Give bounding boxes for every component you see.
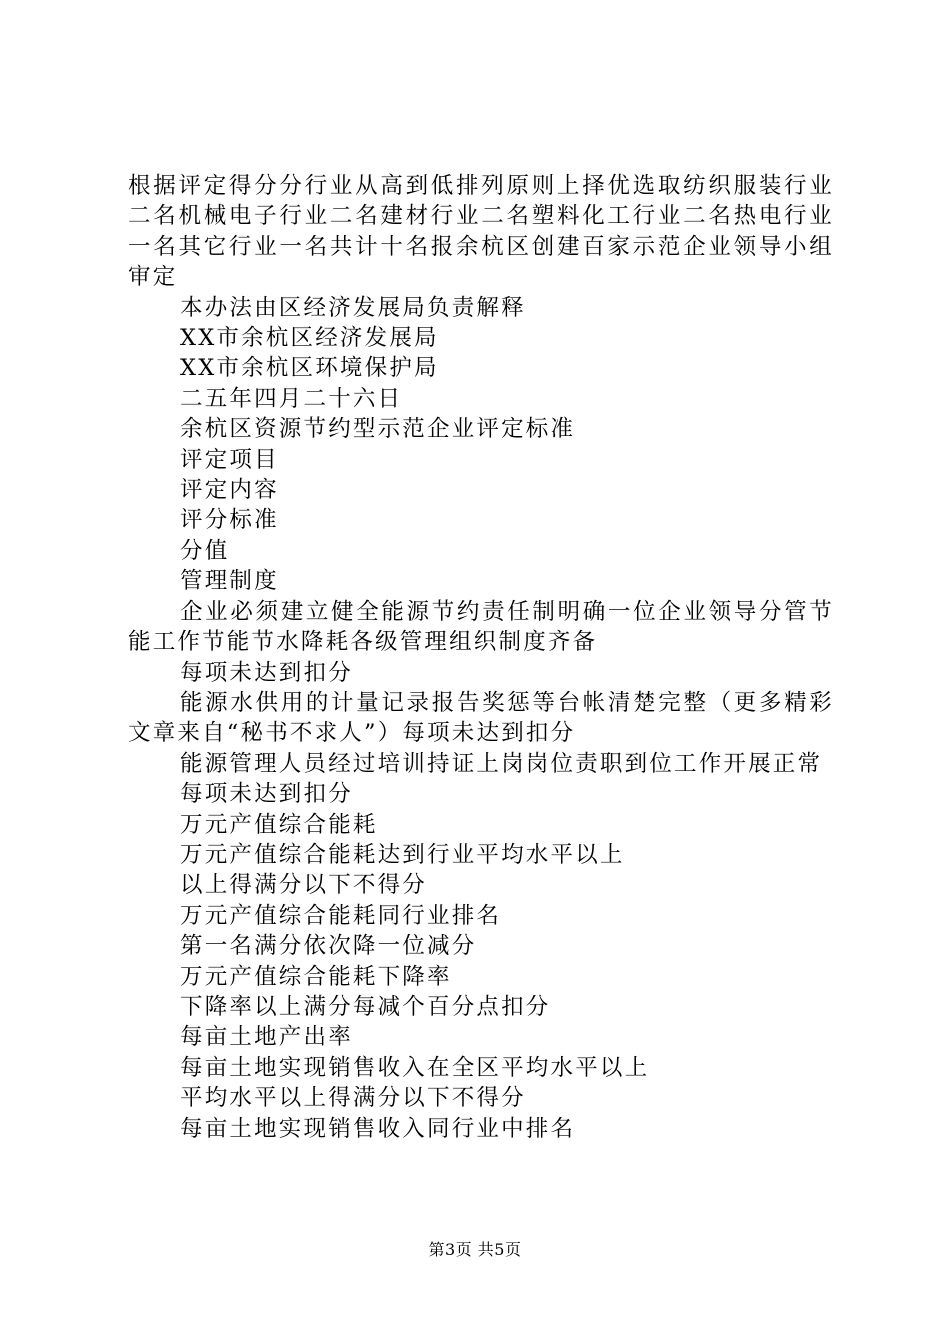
- paragraph: 万元产值综合能耗同行业排名: [180, 902, 502, 929]
- paragraph: 评定内容: [180, 477, 279, 504]
- paragraph: 企业必须建立健全能源节约责任制明确一位企业领导分管节能工作节能节水降耗各级管理组织制度齐备: [128, 598, 834, 656]
- paragraph: 分值: [180, 537, 230, 564]
- paragraph: 评定项目: [180, 446, 279, 473]
- paragraph: 管理制度: [180, 568, 279, 595]
- paragraph: 第一名满分依次降一位减分: [180, 933, 477, 960]
- paragraph: 根据评定得分分行业从高到低排列原则上择优选取纺织服装行业二名机械电子行业二名建材行业二名塑料化工行业二名热电行业一名其它行业一名共计十名报余杭区创建百家示范企业领导小组审定: [128, 173, 834, 291]
- paragraph: XX市余杭区经济发展局: [180, 325, 439, 352]
- paragraph: 评分标准: [180, 507, 279, 534]
- page-footer: 第3页 共5页: [428, 1240, 522, 1259]
- paragraph: XX市余杭区环境保护局: [180, 355, 439, 382]
- paragraph: 能源水供用的计量记录报告奖惩等台帐清楚完整（更多精彩文章来自“秘书不求人”）每项未达到扣分: [128, 689, 834, 747]
- paragraph: 每亩土地实现销售收入同行业中排名: [180, 1115, 576, 1142]
- paragraph: 二五年四月二十六日: [180, 385, 403, 412]
- document-body: [128, 171, 834, 1144]
- paragraph: 万元产值综合能耗达到行业平均水平以上: [180, 841, 625, 868]
- paragraph: 万元产值综合能耗下降率: [180, 963, 452, 990]
- paragraph: 万元产值综合能耗: [180, 811, 378, 838]
- paragraph: 本办法由区经济发展局负责解释: [180, 294, 526, 321]
- paragraph: 下降率以上满分每减个百分点扣分: [180, 993, 551, 1020]
- paragraph: 余杭区资源节约型示范企业评定标准: [180, 416, 576, 443]
- paragraph: 能源管理人员经过培训持证上岗岗位责职到位工作开展正常: [180, 750, 823, 777]
- paragraph: 以上得满分以下不得分: [180, 872, 428, 899]
- paragraph: 每项未达到扣分: [180, 659, 353, 686]
- paragraph: 平均水平以上得满分以下不得分: [180, 1085, 526, 1112]
- paragraph: 每亩土地实现销售收入在全区平均水平以上: [180, 1054, 650, 1081]
- paragraph: 每项未达到扣分: [180, 781, 353, 808]
- paragraph: 每亩土地产出率: [180, 1024, 353, 1051]
